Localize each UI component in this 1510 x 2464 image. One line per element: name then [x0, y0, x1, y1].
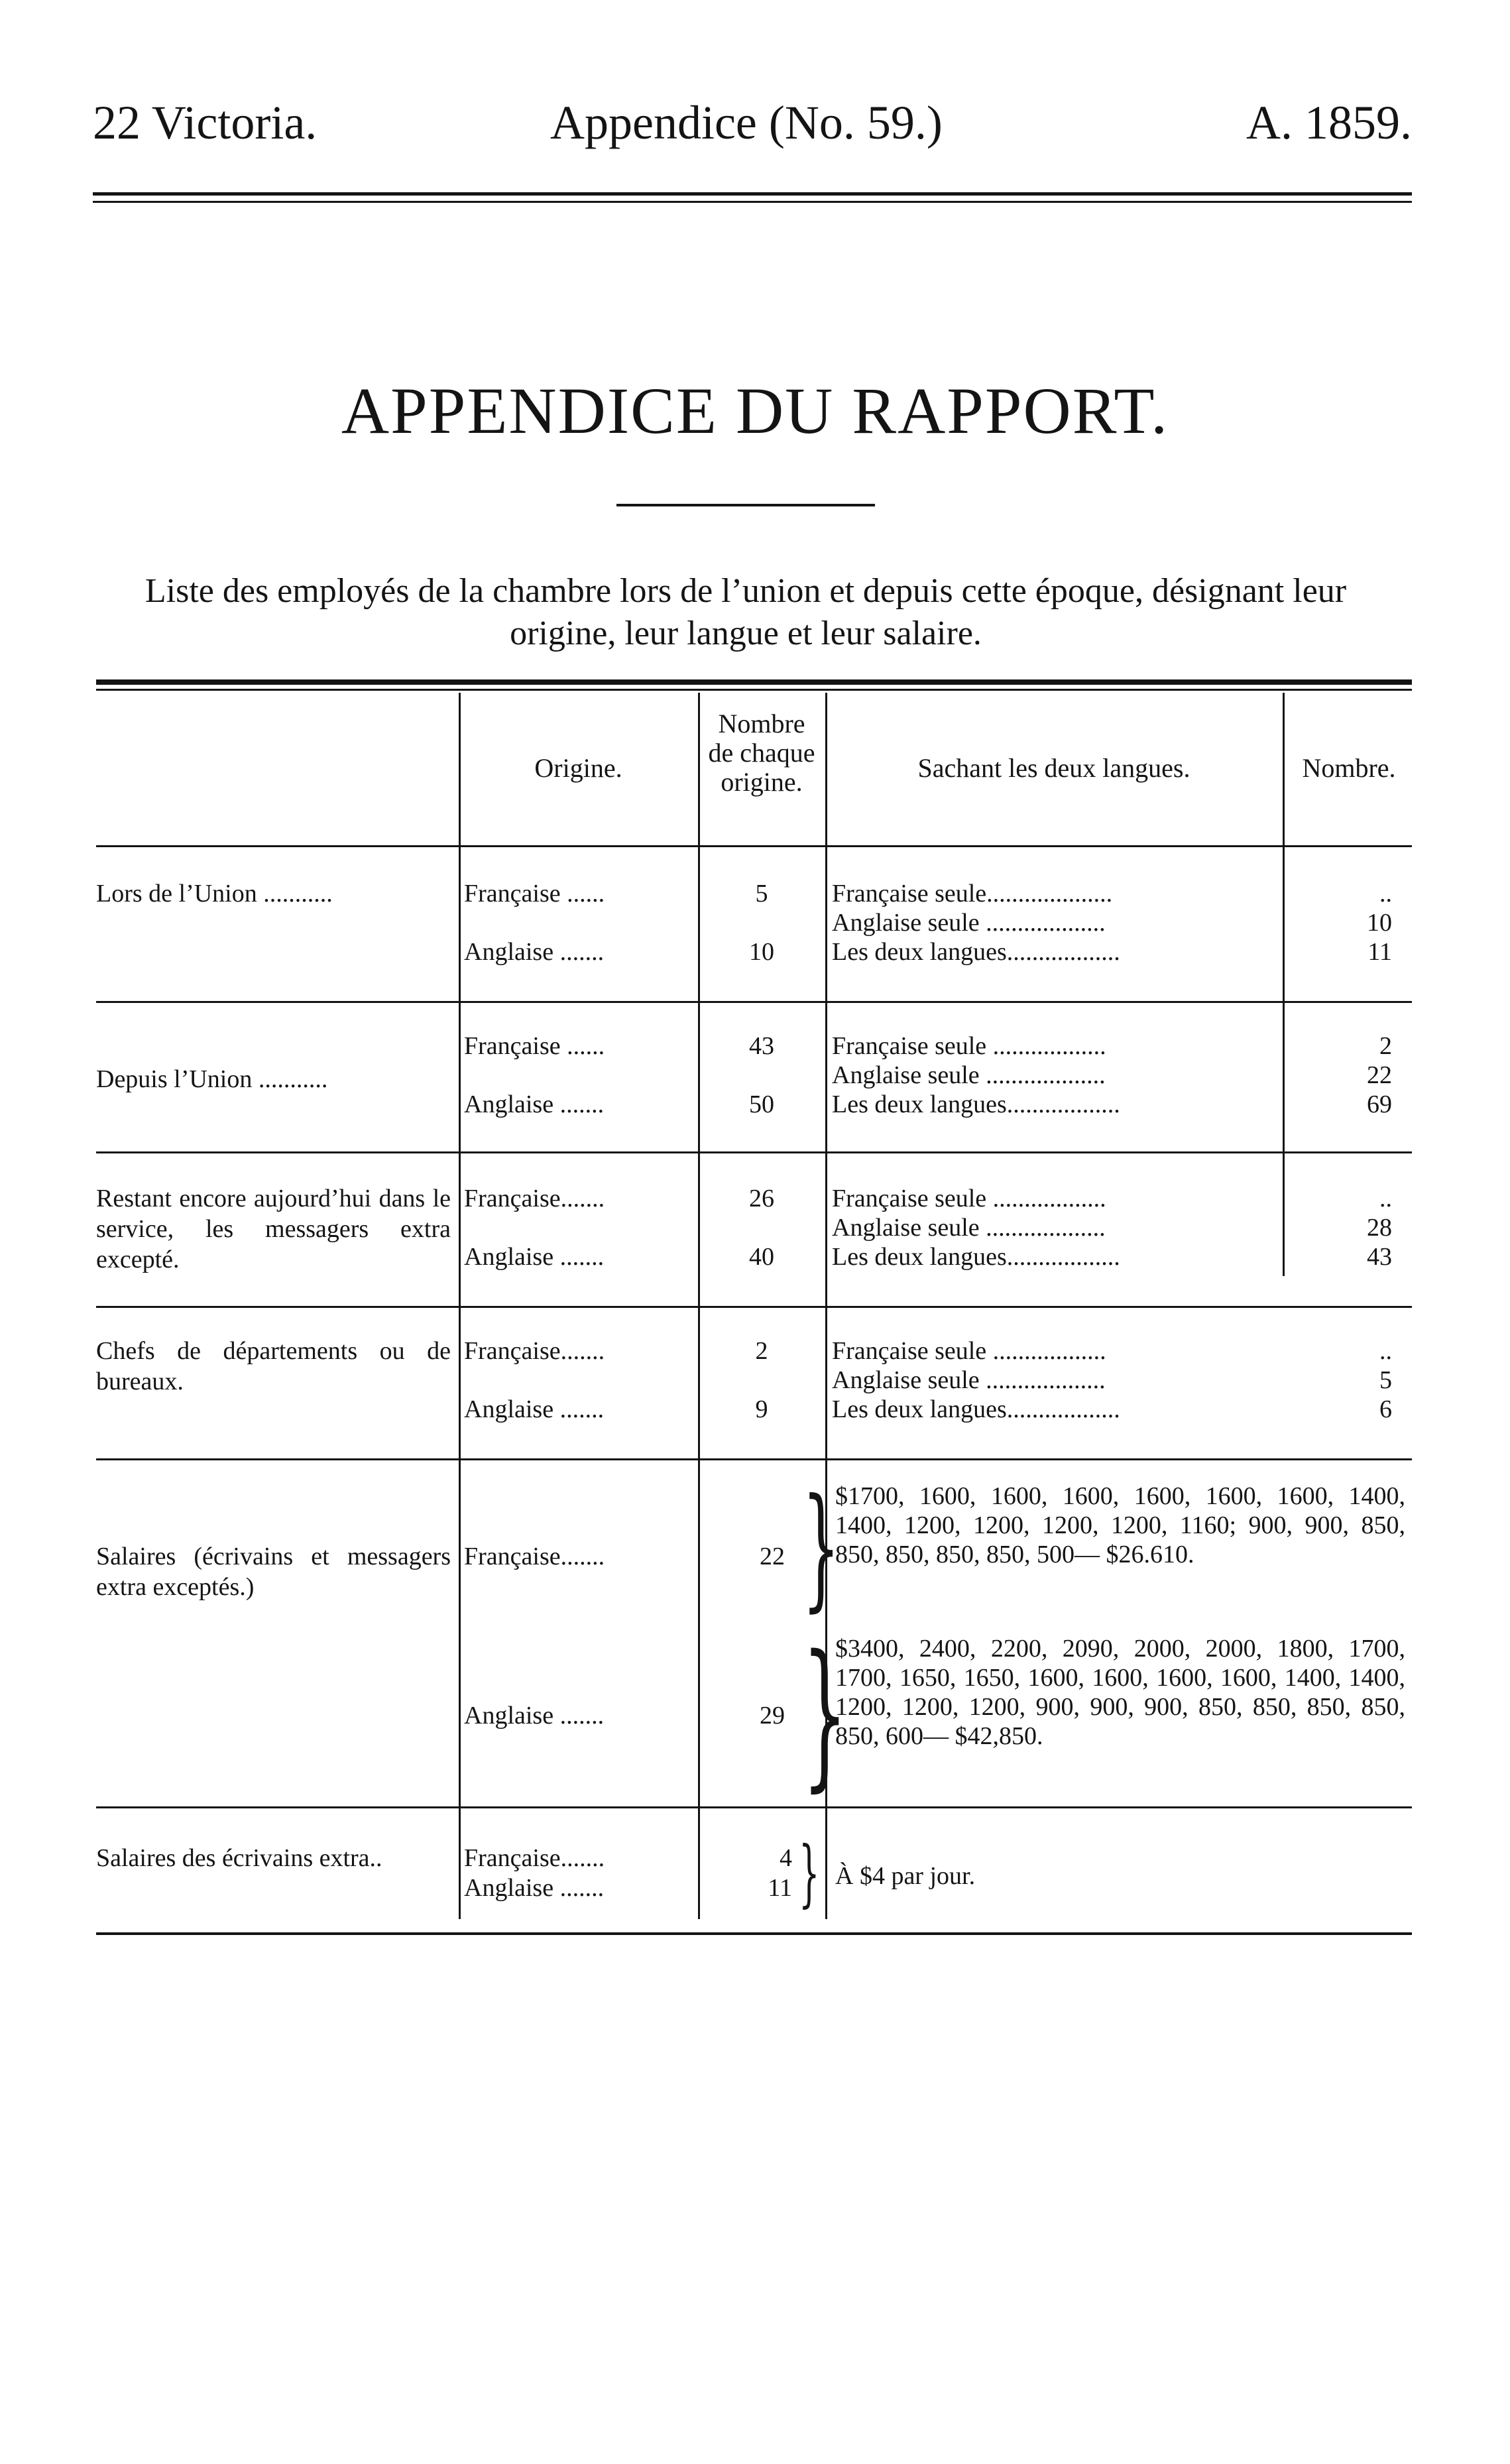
count-cell: 40 — [749, 1243, 774, 1271]
header-session: 22 Victoria. — [93, 96, 318, 149]
origin-cell: Française....... — [464, 1543, 605, 1570]
number-cell: 6 — [1379, 1395, 1392, 1423]
header-bottom-rule — [96, 845, 1412, 847]
language-cell: Française seule.................... — [832, 880, 1113, 908]
section-rule — [96, 1458, 1412, 1460]
section-label-remaining: Restant encore aujourd’hui dans le service, les messagers extra excepté. — [96, 1185, 451, 1273]
origin-cell: Française....... — [464, 1844, 605, 1872]
number-cell: 2 — [1379, 1032, 1392, 1060]
header-rule-bottom — [93, 201, 1412, 203]
origin-cell: Française ...... — [464, 1032, 605, 1060]
origin-cell: Anglaise ....... — [464, 1395, 605, 1423]
language-cell: Française seule .................. — [832, 1185, 1106, 1212]
table-top-rule — [96, 679, 1412, 685]
count-cell: 11 — [768, 1874, 792, 1902]
section-rule — [96, 1806, 1412, 1808]
title-underline — [616, 504, 875, 506]
header-appendix-number: Appendice (No. 59.) — [550, 96, 943, 149]
col-header-origin: Origine. — [534, 753, 622, 783]
number-cell: 22 — [1367, 1061, 1392, 1089]
count-cell: 10 — [749, 938, 774, 966]
header-rule-top — [93, 192, 1412, 196]
brace-icon: } — [799, 1830, 820, 1915]
count-cell: 26 — [749, 1185, 774, 1212]
header-year: A. 1859. — [1246, 96, 1412, 149]
count-cell: 5 — [755, 880, 768, 908]
language-cell: Anglaise seule ................... — [832, 1061, 1106, 1089]
language-cell: Française seule .................. — [832, 1337, 1106, 1365]
count-cell: 43 — [749, 1032, 774, 1060]
origin-cell: Anglaise ....... — [464, 1243, 605, 1271]
count-cell: 50 — [749, 1090, 774, 1118]
number-cell: .. — [1379, 880, 1392, 908]
section-label-salaries: Salaires (écrivains et messagers extra exceptés.) — [96, 1543, 451, 1601]
section-label-extra-writers: Salaires des écrivains extra.. — [96, 1844, 382, 1872]
count-cell: 22 — [760, 1543, 785, 1570]
origin-cell: Anglaise ....... — [464, 938, 605, 966]
extra-writers-rate: À $4 par jour. — [835, 1862, 976, 1890]
number-cell: .. — [1379, 1337, 1392, 1365]
col-header-number: Nombre. — [1302, 753, 1396, 783]
section-label-department-heads: Chefs de départements ou de bureaux. — [96, 1337, 451, 1395]
origin-cell: Française....... — [464, 1337, 605, 1365]
count-cell: 4 — [780, 1844, 792, 1872]
language-cell: Anglaise seule ................... — [832, 1366, 1106, 1394]
origin-cell: Française ...... — [464, 880, 605, 908]
running-header — [93, 86, 1412, 159]
number-cell: 10 — [1367, 909, 1392, 937]
origin-cell: Anglaise ....... — [464, 1874, 605, 1902]
language-cell: Les deux langues.................. — [832, 1395, 1120, 1423]
language-cell: Les deux langues.................. — [832, 1090, 1120, 1118]
col-header-languages: Sachant les deux langues. — [917, 753, 1191, 783]
page-title: APPENDICE DU RAPPORT. — [341, 374, 1169, 447]
count-cell: 9 — [755, 1395, 768, 1423]
language-cell: Les deux langues.................. — [832, 1243, 1120, 1271]
origin-cell: Anglaise ....... — [464, 1090, 605, 1118]
number-cell: .. — [1379, 1185, 1392, 1212]
number-cell: 43 — [1367, 1243, 1392, 1271]
number-cell: 11 — [1367, 938, 1392, 966]
salary-list-french: $1700, 1600, 1600, 1600, 1600, 1600, 1600, 1400, 1400, 1200, 1200, 1200, 1200, 1160; 900, 900, 850, 850, 850, 850, 850, 500— $26.610. — [835, 1482, 1405, 1568]
section-rule — [96, 1001, 1412, 1003]
section-rule — [96, 1306, 1412, 1308]
language-cell: Anglaise seule ................... — [832, 909, 1106, 937]
count-cell: 2 — [755, 1337, 768, 1365]
number-cell: 5 — [1379, 1366, 1392, 1394]
count-cell: 29 — [760, 1702, 785, 1730]
language-cell: Les deux langues.................. — [832, 938, 1120, 966]
language-cell: Anglaise seule ................... — [832, 1214, 1106, 1242]
brace-icon: } — [802, 1621, 848, 1806]
number-cell: 28 — [1367, 1214, 1392, 1242]
number-cell: 69 — [1367, 1090, 1392, 1118]
table-bottom-rule — [96, 1932, 1412, 1935]
origin-cell: Française....... — [464, 1185, 605, 1212]
col-divider-4 — [1283, 693, 1285, 1276]
origin-cell: Anglaise ....... — [464, 1702, 605, 1730]
employee-table — [96, 679, 1412, 1939]
section-label-since-union: Depuis l’Union ........... — [96, 1065, 328, 1093]
col-header-count: Nombre de chaque origine. — [708, 709, 815, 797]
section-label-union: Lors de l’Union ........... — [96, 880, 333, 908]
language-cell: Française seule .................. — [832, 1032, 1106, 1060]
table-top-rule-thin — [96, 689, 1412, 691]
brace-icon: } — [802, 1470, 841, 1625]
intro-paragraph: Liste des employés de la chambre lors de l’union et depuis cette époque, désignant leur origine, leur langue et leur salaire. — [145, 572, 1347, 652]
section-rule — [96, 1151, 1412, 1153]
salary-list-english: $3400, 2400, 2200, 2090, 2000, 2000, 1800, 1700, 1700, 1650, 1650, 1600, 1600, 1600, 1600, 1400, 1400, 1200, 1200, 1200, 900, 900, 900, 850, 850, 850, 850, 850, 600— $42,850. — [835, 1635, 1405, 1750]
